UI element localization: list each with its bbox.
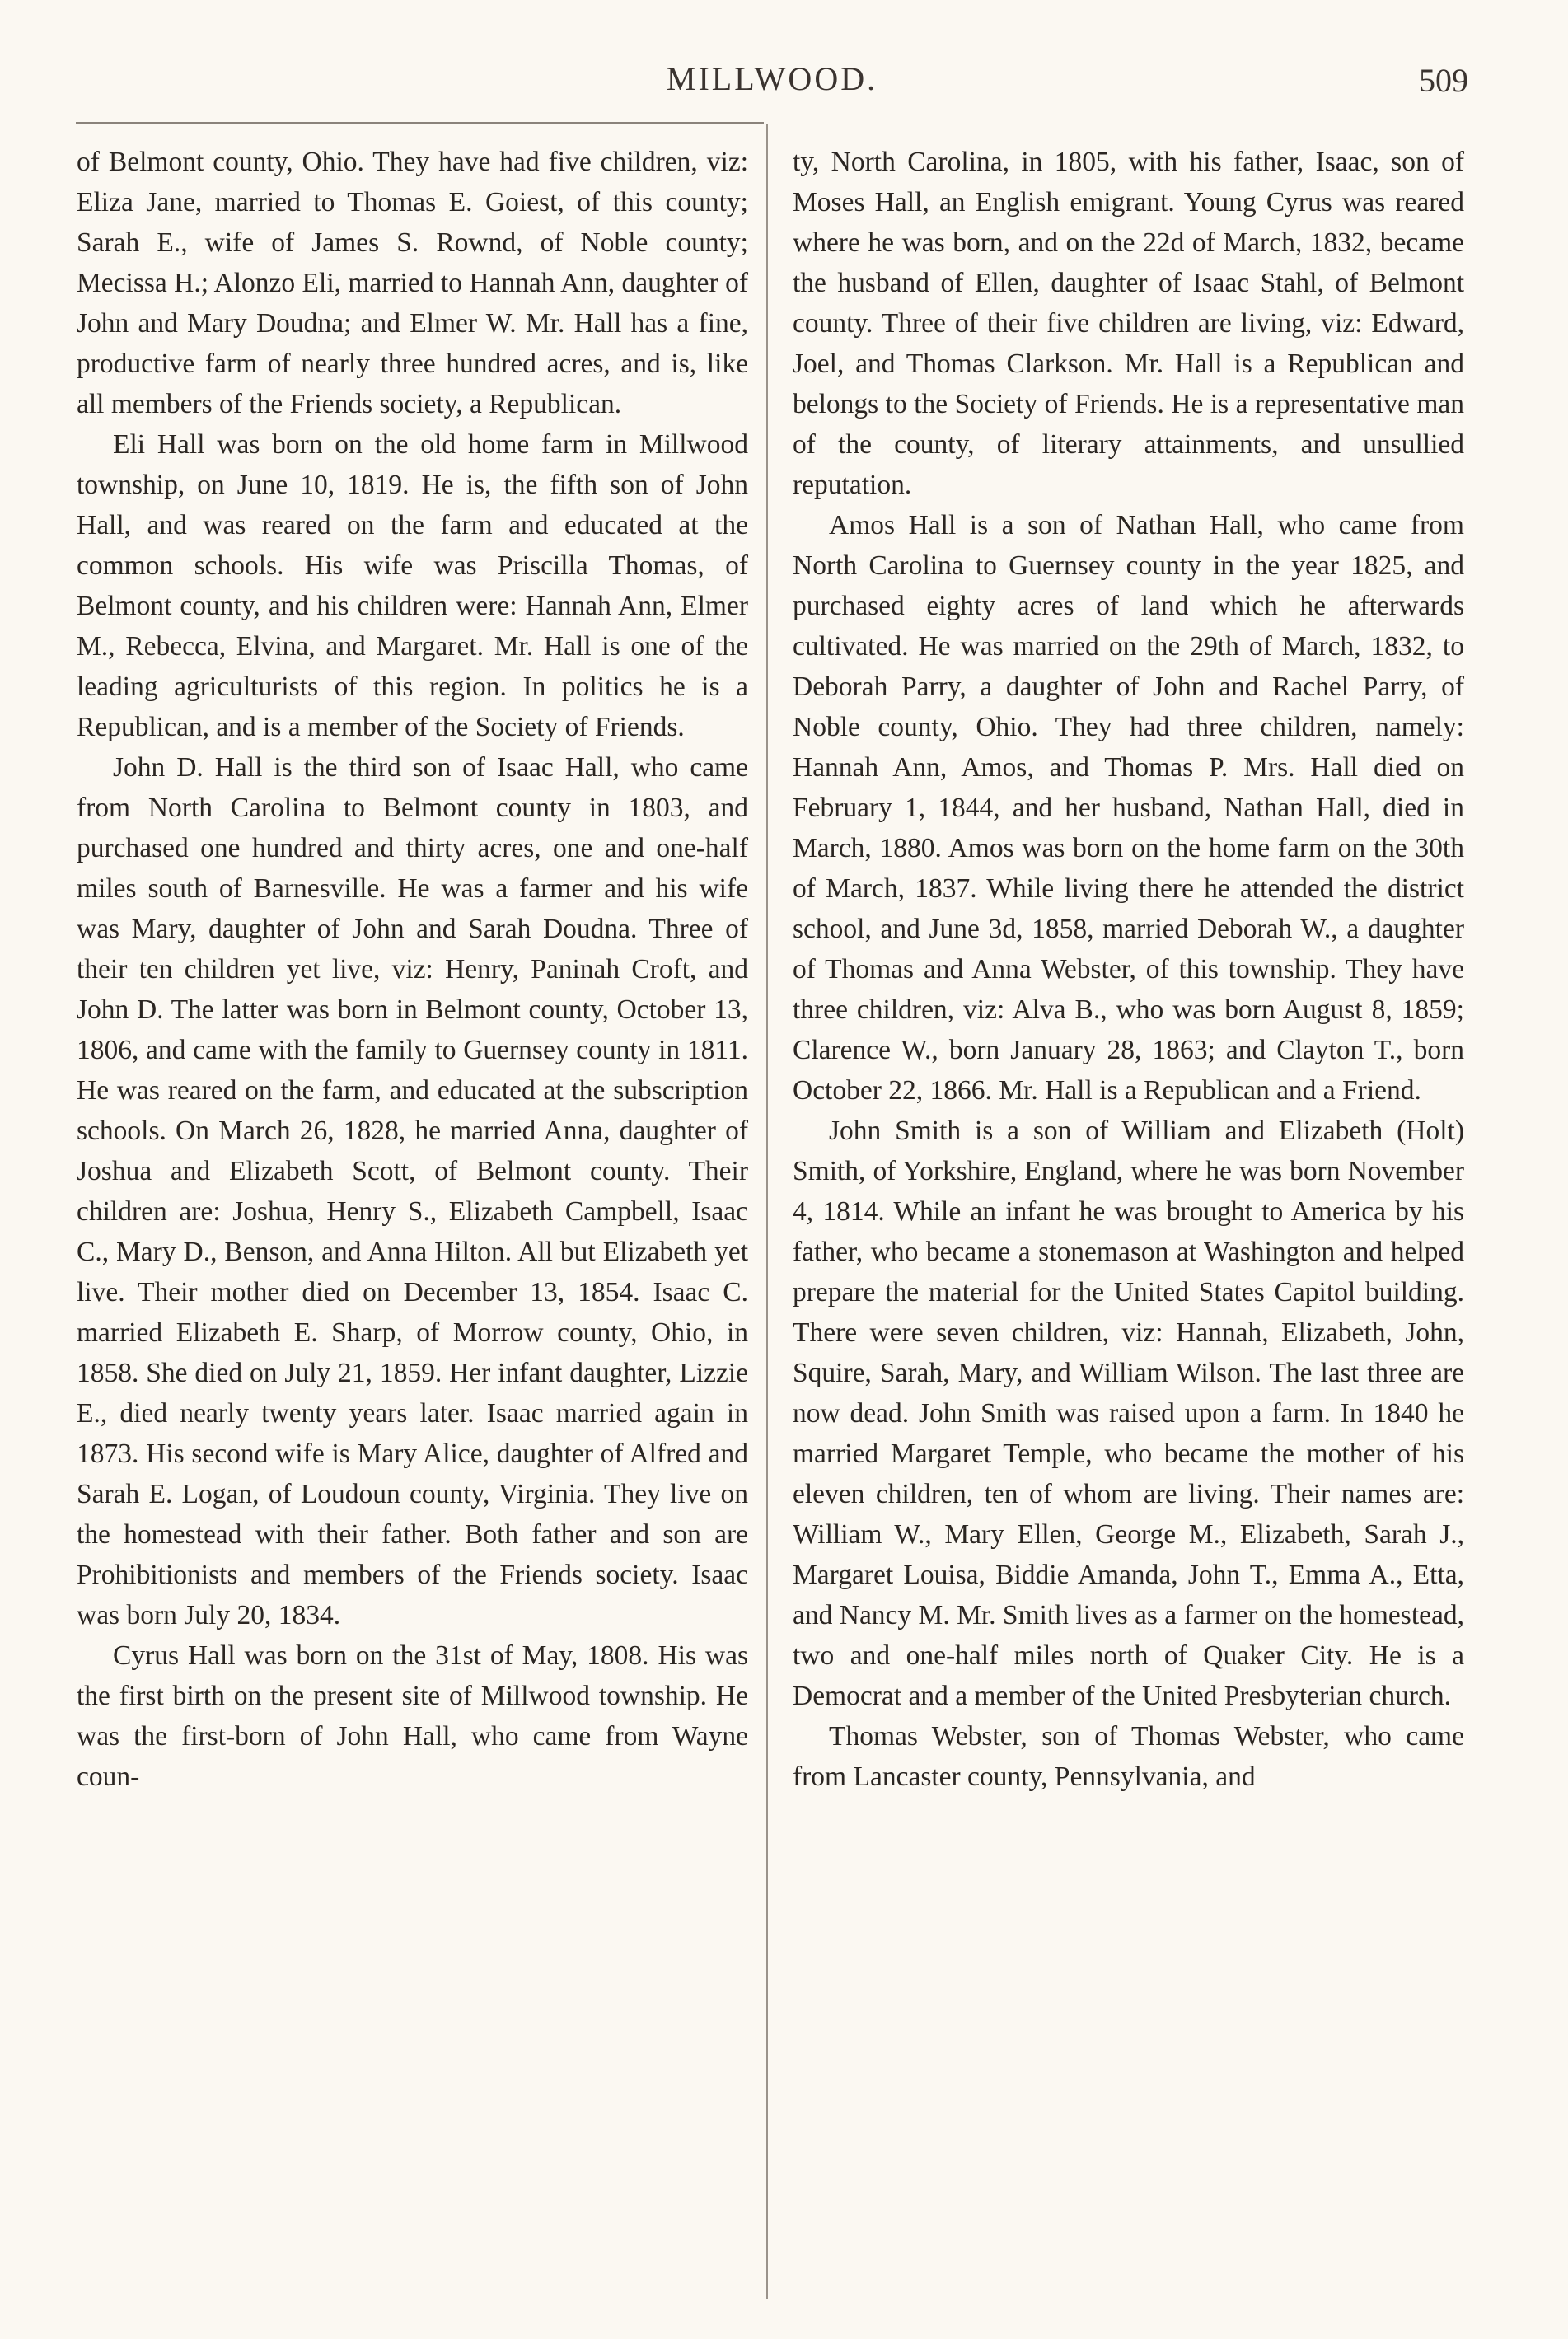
paragraph: Thomas Webster, son of Thomas Webster, who came from Lancaster county, Pennsylvania, and xyxy=(793,1721,1464,1792)
header-rule xyxy=(76,122,764,124)
column-divider xyxy=(766,124,768,2299)
right-column xyxy=(793,142,1464,1797)
paragraph: Amos Hall is a son of Nathan Hall, who came from North Carolina to Guernsey county in the year 1825, and purchased eighty acres of land which he afterwards cultivated. He was married on the 29th of March, 1832, to Deborah Parry, a daughter of John and Rachel Parry, of Noble county, Ohio. They had three children, namely: Hannah Ann, Amos, and Thomas P. Mrs. Hall died on February 1, 1844, and her husband, Nathan Hall, died in March, 1880. Amos was born on the home farm on the 30th of March, 1837. While living there he attended the district school, and June 3d, 1858, married Deborah W., a daughter of Thomas and Anna Webster, of this township. They have three children, viz: Alva B., who was born August 8, 1859; Clarence W., born January 28, 1863; and Clayton T., born October 22, 1866. Mr. Hall is a Republican and a Friend. xyxy=(793,510,1464,1106)
paragraph: ty, North Carolina, in 1805, with his father, Isaac, son of Moses Hall, an English emigrant. Young Cyrus was reared where he was born, and on the 22d of March, 1832, became the husband of Ellen, daughter of Isaac Stahl, of Belmont county. Three of their five children are living, viz: Edward, Joel, and Thomas Clarkson. Mr. Hall is a Republican and belongs to the Society of Friends. He is a representative man of the county, of literary attainments, and unsullied reputation. xyxy=(793,147,1464,500)
paragraph: Cyrus Hall was born on the 31st of May, 1808. His was the first birth on the present site of Millwood township. He was the first-born of John Hall, who came from Wayne coun- xyxy=(77,1640,748,1792)
running-head: MILLWOOD. xyxy=(666,60,878,97)
paragraph: John D. Hall is the third son of Isaac Hall, who came from North Carolina to Belmont county in 1803, and purchased one hundred and thirty acres, one and one-half miles south of Barnesville. He was a farmer and his wife was Mary, daughter of John and Sarah Doudna. Three of their ten children yet live, viz: Henry, Paninah Croft, and John D. The latter was born in Belmont county, October 13, 1806, and came with the family to Guernsey county in 1811. He was reared on the farm, and educated at the subscription schools. On March 26, 1828, he married Anna, daughter of Joshua and Elizabeth Scott, of Belmont county. Their children are: Joshua, Henry S., Elizabeth Campbell, Isaac C., Mary D., Benson, and Anna Hilton. All but Elizabeth yet live. Their mother died on December 13, 1854. Isaac C. married Elizabeth E. Sharp, of Morrow county, Ohio, in 1858. She died on July 21, 1859. Her infant daughter, Lizzie E., died nearly twenty years later. Isaac married again in 1873. His second wife is Mary Alice, daughter of Alfred and Sarah E. Logan, of Loudoun county, Virginia. They live on the homestead with their father. Both father and son are Prohibitionists and members of the Friends society. Isaac was born July 20, 1834. xyxy=(77,752,748,1630)
left-column xyxy=(77,142,748,1797)
page-number: 509 xyxy=(1419,62,1468,99)
paragraph: John Smith is a son of William and Elizabeth (Holt) Smith, of Yorkshire, England, where he was born November 4, 1814. While an infant he was brought to America by his father, who became a stonemason at Washington and helped prepare the material for the United States Capitol building. There were seven children, viz: Hannah, Elizabeth, John, Squire, Sarah, Mary, and William Wilson. The last three are now dead. John Smith was raised upon a farm. In 1840 he married Margaret Temple, who became the mother of his eleven children, ten of whom are living. Their names are: William W., Mary Ellen, George M., Elizabeth, Sarah J., Margaret Louisa, Biddie Amanda, John T., Emma A., Etta, and Nancy M. Mr. Smith lives as a farmer on the homestead, two and one-half miles north of Quaker City. He is a Democrat and a member of the United Presbyterian church. xyxy=(793,1116,1464,1711)
page-header xyxy=(76,59,1468,109)
paragraph: of Belmont county, Ohio. They have had five children, viz: Eliza Jane, married to Thomas E. Goiest, of this county; Sarah E., wife of James S. Rownd, of Noble county; Mecissa H.; Alonzo Eli, married to Hannah Ann, daughter of John and Mary Doudna; and Elmer W. Mr. Hall has a fine, productive farm of nearly three hundred acres, and is, like all members of the Friends society, a Republican. xyxy=(77,147,748,419)
paragraph: Eli Hall was born on the old home farm in Millwood township, on June 10, 1819. He is, the fifth son of John Hall, and was reared on the farm and educated at the common schools. His wife was Priscilla Thomas, of Belmont county, and his children were: Hannah Ann, Elmer M., Rebecca, Elvina, and Margaret. Mr. Hall is one of the leading agriculturists of this region. In politics he is a Republican, and is a member of the Society of Friends. xyxy=(77,429,748,742)
